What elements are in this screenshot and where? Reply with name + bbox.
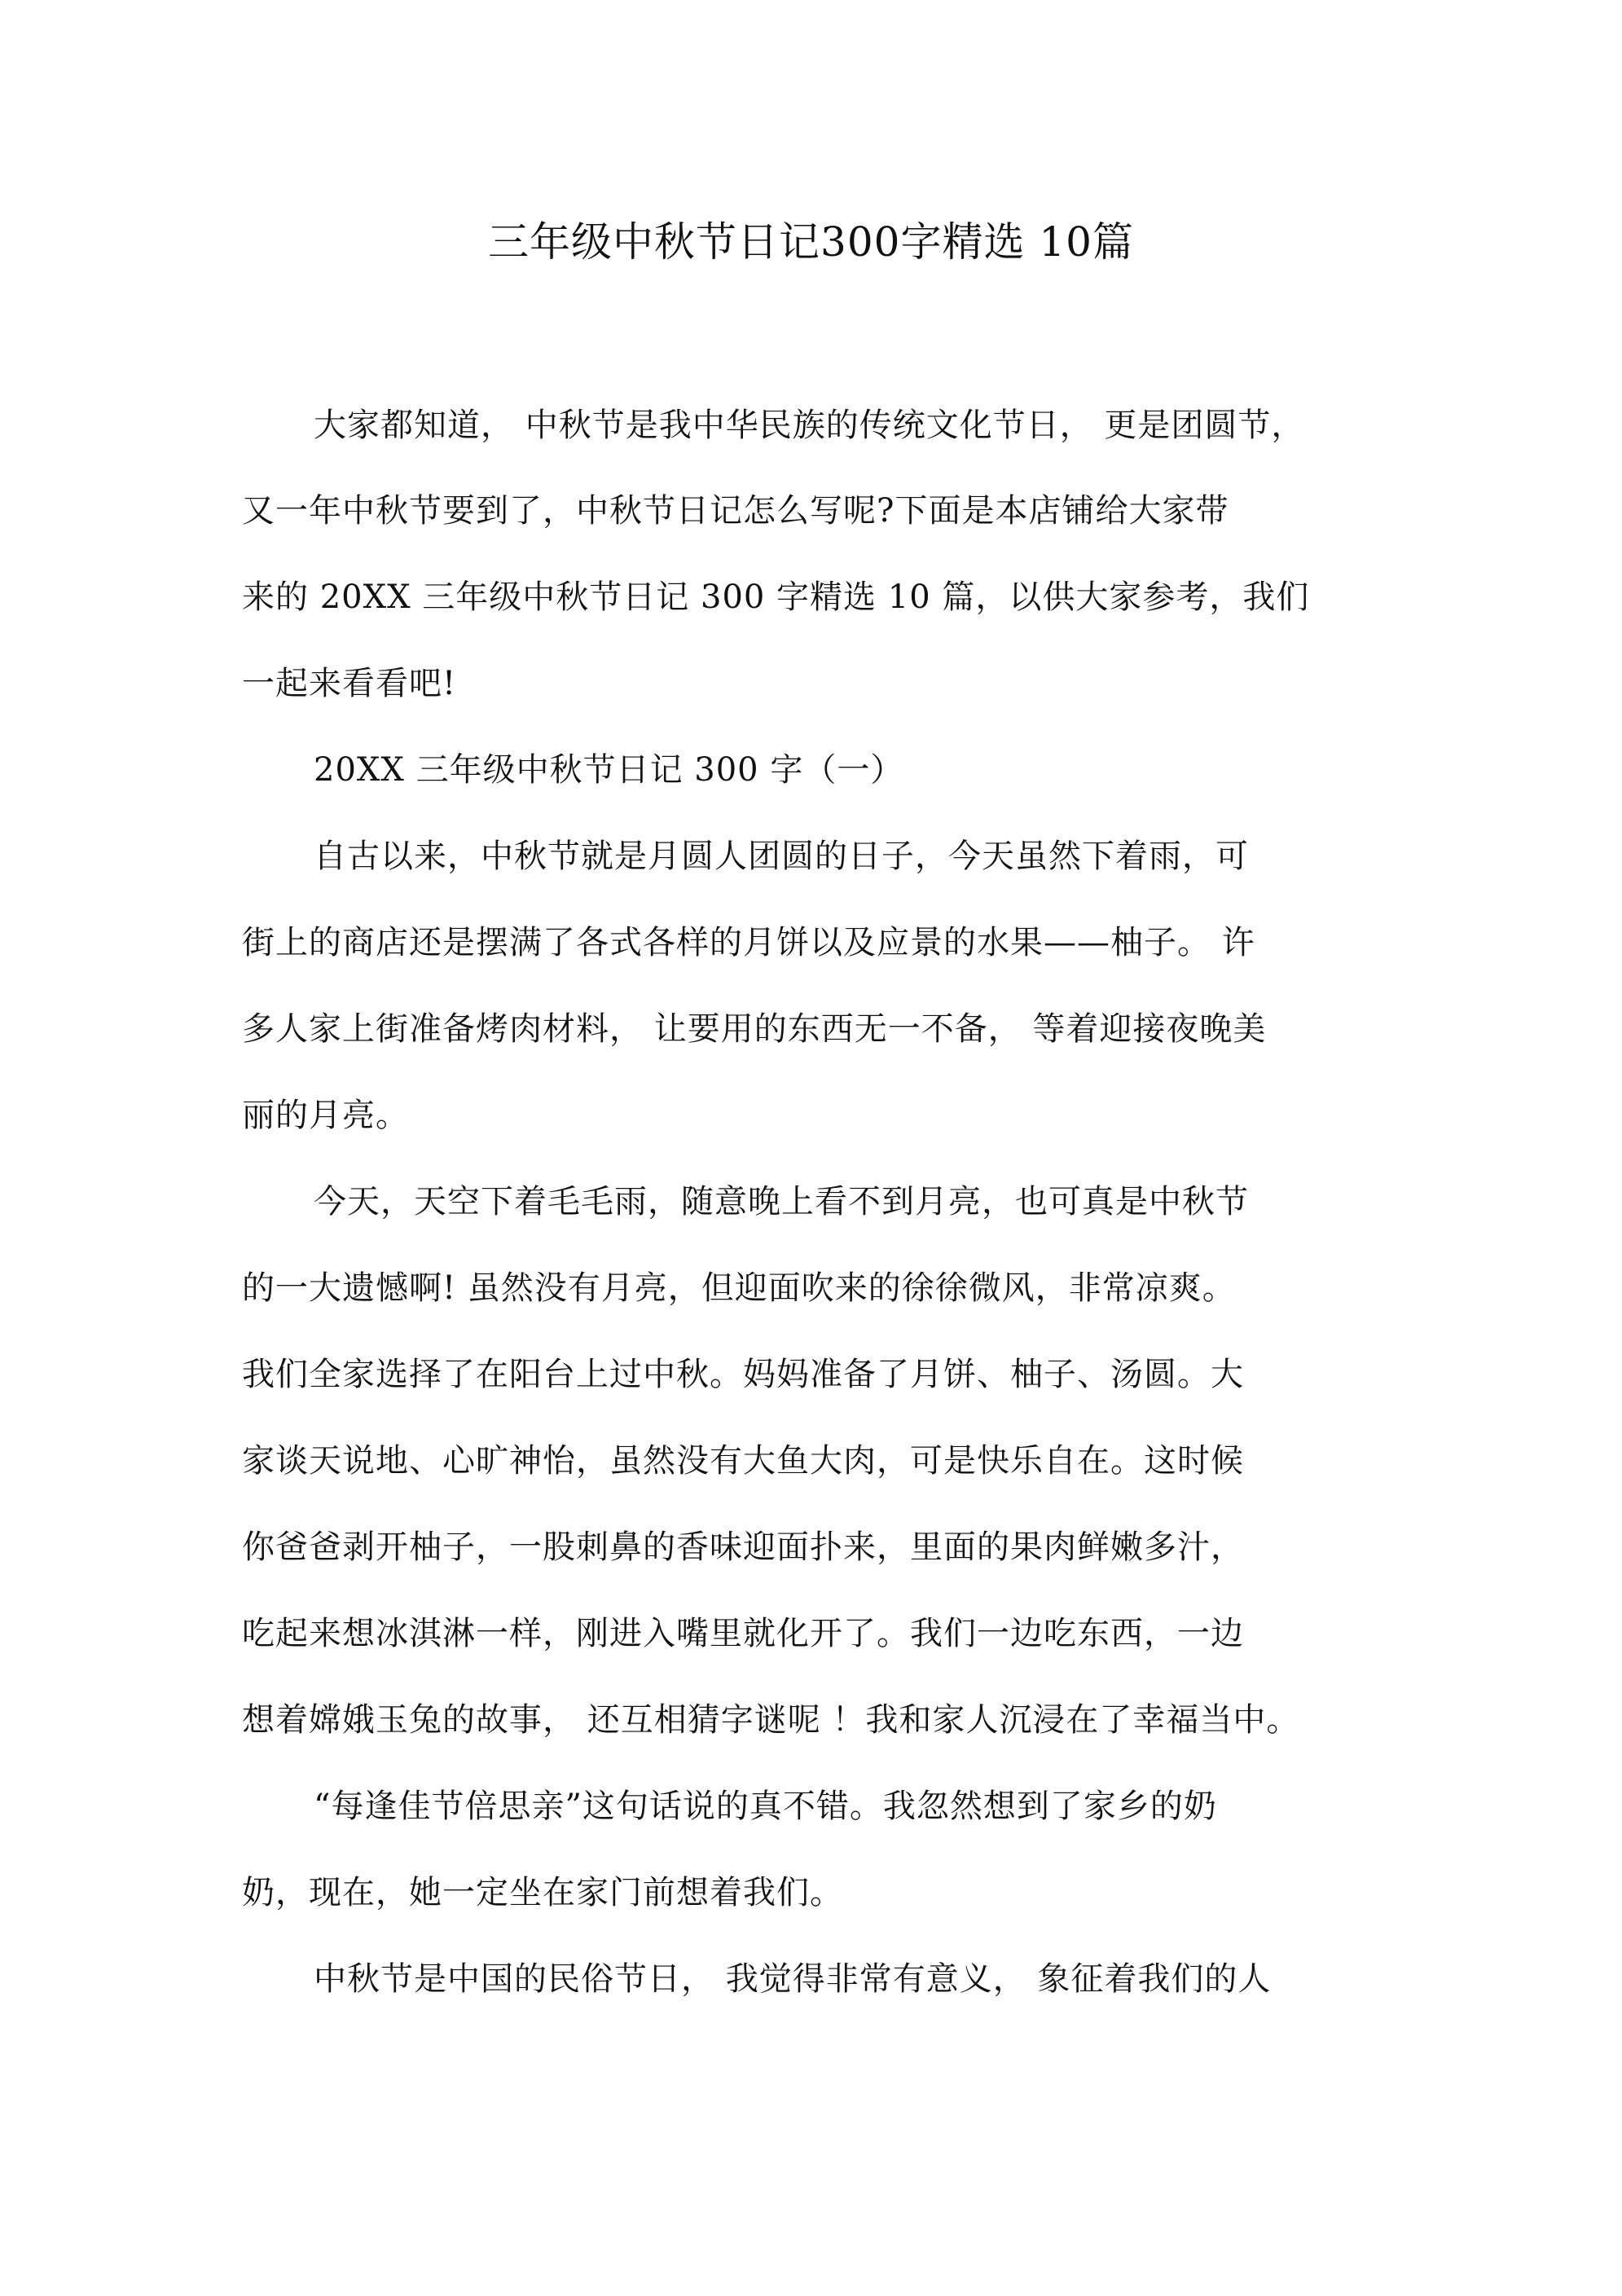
- paragraph-line: 一起来看看吧!: [242, 665, 457, 702]
- paragraph-line: 今天，天空下着毛毛雨，随意晚上看不到月亮，也可真是中秋节: [314, 1183, 1249, 1221]
- paragraph-line: 家谈天说地、心旷神怡，虽然没有大鱼大肉，可是快乐自在。这时候: [242, 1442, 1244, 1480]
- paragraph-line: 自古以来，中秋节就是月圆人团圆的日子，今天虽然下着雨，可: [314, 838, 1249, 875]
- paragraph-line: 多人家上街准备烤肉材料， 让要用的东西无一不备， 等着迎接夜晚美: [242, 1010, 1267, 1048]
- paragraph-line: 又一年中秋节要到了，中秋节日记怎么写呢?下面是本店铺给大家带: [242, 492, 1229, 530]
- paragraph-line: 大家都知道， 中秋节是我中华民族的传统文化节日， 更是团圆节，: [314, 407, 1305, 444]
- paragraph-line: 来的 20XX 三年级中秋节日记 300 字精选 10 篇，以供大家参考，我们: [242, 578, 1310, 616]
- paragraph-line: 想着嫦娥玉兔的故事， 还互相猜字谜呢 ！我和家人沉浸在了幸福当中。: [242, 1701, 1300, 1739]
- paragraph-line: 丽的月亮。: [242, 1097, 409, 1134]
- document-title: 三年级中秋节日记300字精选 10篇: [488, 218, 1134, 266]
- section-heading: 20XX 三年级中秋节日记 300 字（一）: [314, 751, 904, 789]
- paragraph-line: 我们全家选择了在阳台上过中秋。妈妈准备了月饼、柚子、汤圆。大: [242, 1356, 1244, 1393]
- paragraph-line: 的一大遗憾啊! 虽然没有月亮，但迎面吹来的徐徐微风，非常凉爽。: [242, 1269, 1236, 1307]
- paragraph-line: 中秋节是中国的民俗节日， 我觉得非常有意义， 象征着我们的人: [314, 1960, 1272, 1998]
- paragraph-line: 吃起来想冰淇淋一样，刚进入嘴里就化开了。我们一边吃东西，一边: [242, 1615, 1244, 1652]
- paragraph-line: 街上的商店还是摆满了各式各样的月饼以及应景的水果——柚子。 许: [242, 924, 1255, 961]
- paragraph-line: “每逢佳节倍思亲”这句话说的真不错。我忽然想到了家乡的奶: [314, 1788, 1217, 1825]
- paragraph-line: 奶，现在，她一定坐在家门前想着我们。: [242, 1874, 843, 1911]
- paragraph-line: 你爸爸剥开柚子，一股刺鼻的香味迎面扑来，里面的果肉鲜嫩多汁，: [242, 1528, 1244, 1566]
